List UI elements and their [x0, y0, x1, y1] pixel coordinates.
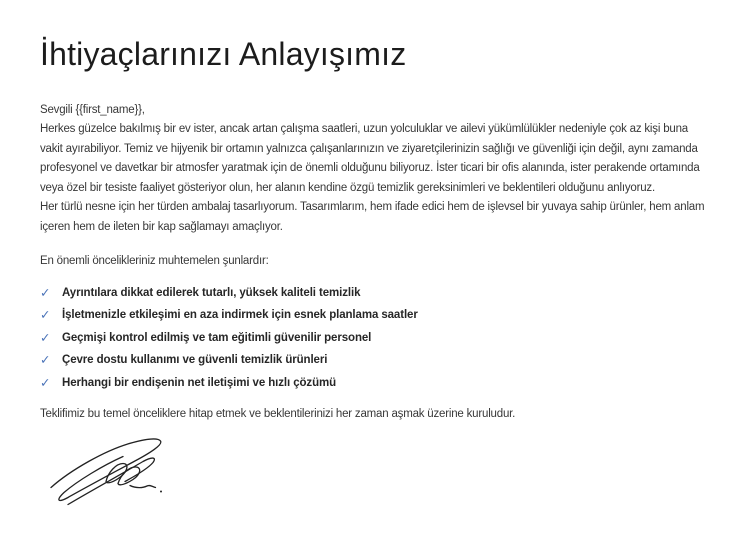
page-title: İhtiyaçlarınızı Anlayışımız	[40, 36, 407, 72]
priority-item	[40, 305, 710, 325]
priority-list	[40, 283, 710, 393]
check-icon: ✓	[40, 285, 51, 300]
priority-item	[40, 283, 710, 303]
body-paragraph-2: Her türlü nesne için her türden ambalaj tasarlıyorum. Tasarımlarım, hem ifade edici hem de işlevsel bir yuvaya sahip ürünler, hem anlam içeren hem de ileten bir kap sağlamayı amaçlıyor.	[40, 201, 705, 233]
check-icon: ✓	[40, 375, 51, 390]
greeting-text: Sevgili {{first_name}},	[40, 103, 145, 116]
priority-label: Herhangi bir endişenin net iletişimi ve hızlı çözümü	[62, 376, 337, 389]
handwritten-signature-scribble-icon	[48, 434, 168, 510]
priority-label: Ayrıntılara dikkat edilerek tutarlı, yüksek kaliteli temizlik	[62, 286, 361, 299]
check-icon: ✓	[40, 308, 51, 323]
priority-label: Geçmişi kontrol edilmiş ve tam eğitimli güvenilir personel	[62, 331, 372, 344]
priority-item	[40, 373, 710, 393]
priorities-intro: En önemli öncelikleriniz muhtemelen şunlardır:	[40, 255, 269, 268]
check-icon: ✓	[40, 330, 51, 345]
body-paragraph-1: Herkes güzelce bakılmış bir ev ister, ancak artan çalışma saatleri, uzun yolculuklar ve ailevi yükümlülükler nedeniyle çok az kişi buna vakit ayırabiliyor. Temiz ve hijyenik bir ortamın yalnızca çalışanlarınızın ve ziyaretçilerinizin sağlığı ve güvenliği için değil, aynı zamanda profesyonel ve davetkar bir atmosfer yaratmak için de önemli olduğunu biliyoruz. İster ticari bir ofis alanında, ister perakende ortamında veya özel bir tesiste faaliyet gösteriyor olun, her alanın kendine özgü temizlik gereksinimleri ve beklentileri olduğunu anlıyoruz.	[40, 123, 700, 194]
priority-label: Çevre dostu kullanımı ve güvenli temizlik ürünleri	[62, 354, 328, 367]
intro-block	[40, 101, 710, 238]
priority-item	[40, 350, 710, 370]
closing-text: Teklifimiz bu temel önceliklere hitap etmek ve beklentilerinizi her zaman aşmak üzerine kuruludur.	[40, 407, 516, 420]
check-icon: ✓	[40, 353, 51, 368]
priority-item	[40, 328, 710, 348]
document-body	[40, 101, 710, 511]
priority-label: İşletmenizle etkileşimi en aza indirmek için esnek planlama saatler	[62, 309, 418, 322]
